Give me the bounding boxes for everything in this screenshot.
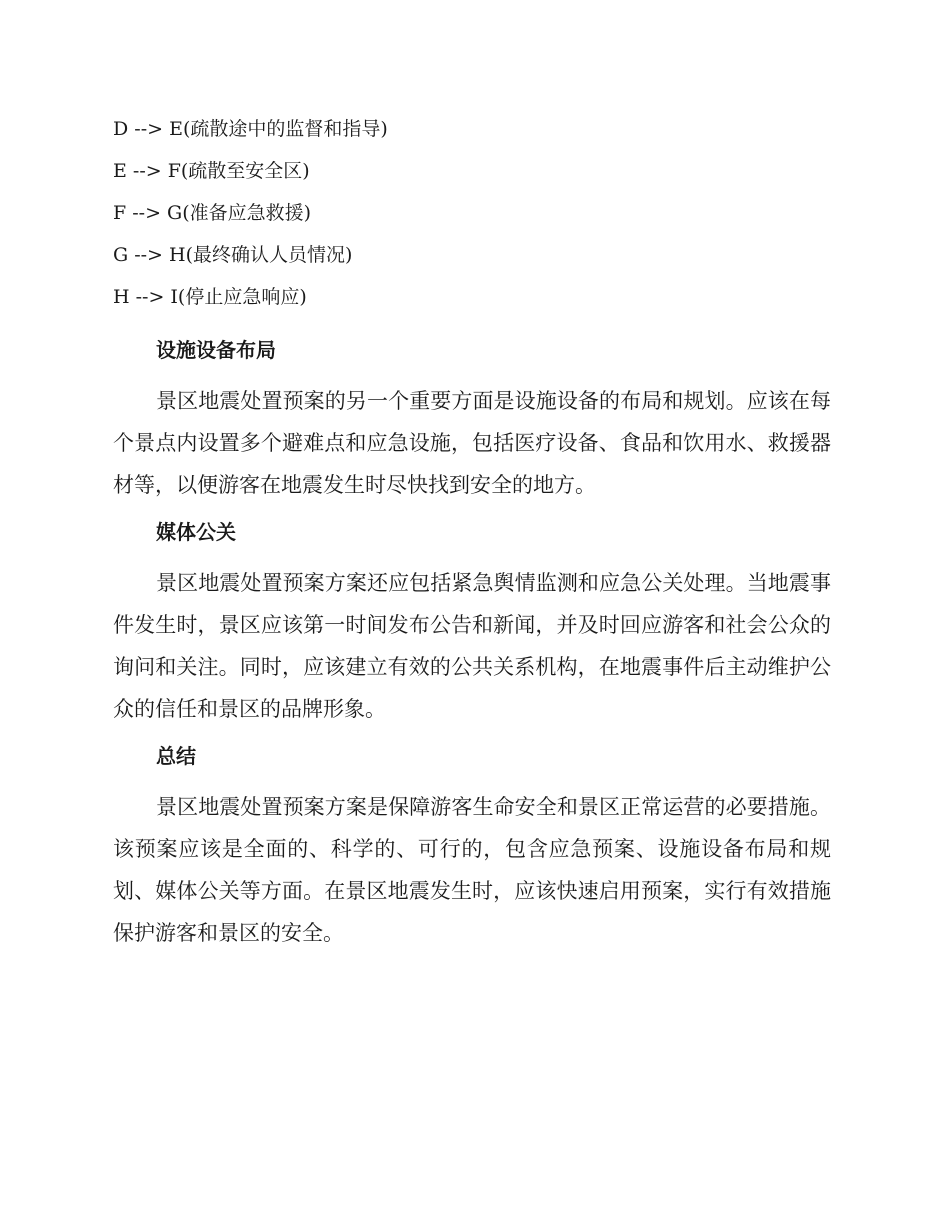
flow-step-line: F --> G(准备应急救援) — [113, 202, 312, 224]
section-heading-media: 媒体公关 — [156, 520, 236, 544]
section-paragraph-summary: 景区地震处置预案方案是保障游客生命安全和景区正常运营的必要措施。该预案应该是全面的、科学的、可行的，包含应急预案、设施设备布局和规划、媒体公关等方面。在景区地震发生时，应该快速启用预案，实行有效措施保护游客和景区的安全。 — [113, 795, 831, 945]
section-heading-facility: 设施设备布局 — [156, 338, 276, 362]
flow-step-line: E --> F(疏散至安全区) — [113, 160, 310, 182]
flow-step-line: D --> E(疏散途中的监督和指导) — [113, 118, 388, 140]
flow-step-line: H --> I(停止应急响应) — [113, 286, 307, 308]
flow-step-line: G --> H(最终确认人员情况) — [113, 244, 353, 266]
section-paragraph-media: 景区地震处置预案方案还应包括紧急舆情监测和应急公关处理。当地震事件发生时，景区应该第一时间发布公告和新闻，并及时回应游客和社会公众的询问和关注。同时，应该建立有效的公共关系机构，在地震事件后主动维护公众的信任和景区的品牌形象。 — [113, 571, 831, 721]
section-heading-summary: 总结 — [156, 744, 196, 768]
document-page — [113, 108, 831, 954]
section-paragraph-facility: 景区地震处置预案的另一个重要方面是设施设备的布局和规划。应该在每个景点内设置多个避难点和应急设施，包括医疗设备、食品和饮用水、救援器材等，以便游客在地震发生时尽快找到安全的地方。 — [113, 389, 831, 497]
